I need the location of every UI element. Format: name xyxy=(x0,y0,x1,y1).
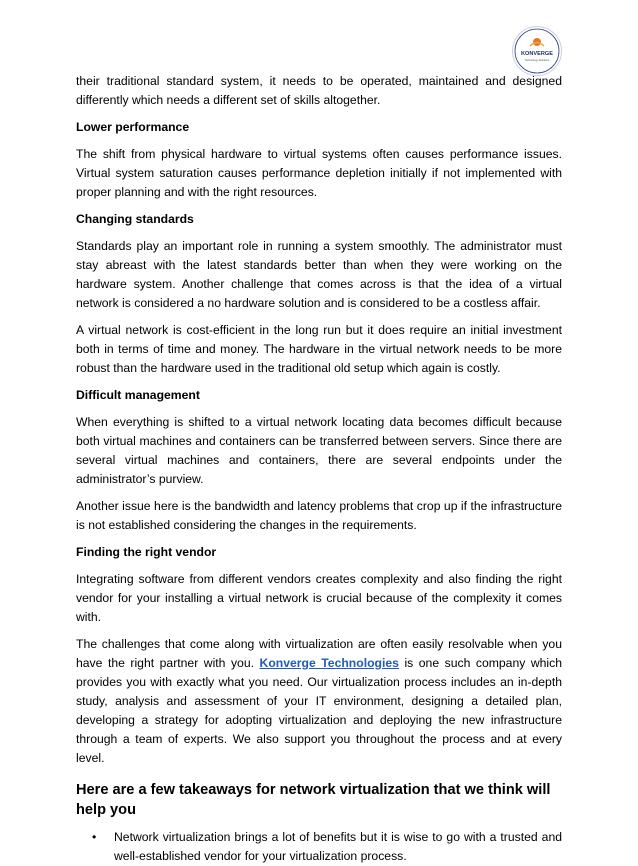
closing-paragraph xyxy=(76,635,562,768)
section-heading: Difficult management xyxy=(76,388,200,402)
document-body xyxy=(76,72,562,866)
body-paragraph: The shift from physical hardware to virtual systems often causes performance issues. Virtual system saturation causes performance depletion initially if not implemented with proper planning and with the right resources. xyxy=(76,147,562,199)
logo-brand: KONVERGE xyxy=(520,51,554,57)
body-paragraph: When everything is shifted to a virtual network locating data becomes difficult because both virtual machines and containers can be transferred between servers. Since there are several virtual machines and containers, there are several endpoints under the administrator’s purview. xyxy=(76,415,562,486)
body-paragraph: Integrating software from different vendors creates complexity and also finding the right vendor for your installing a virtual network is crucial because of the complexity it comes with. xyxy=(76,572,562,624)
logo-tagline: Technology Solutions xyxy=(524,59,550,62)
body-paragraph: their traditional standard system, it needs to be operated, maintained and designed differently which needs a different set of skills altogether. xyxy=(76,74,562,107)
section-heading: Lower performance xyxy=(76,120,190,134)
list-item-text: Network virtualization brings a lot of benefits but it is wise to go with a trusted and well-established vendor for your virtualization process. xyxy=(114,830,562,863)
body-paragraph: A virtual network is cost-efficient in the long run but it does require an initial investment both in terms of time and money. The hardware in the virtual network needs to be more robust than the hardware used in the traditional old setup which again is costly. xyxy=(76,323,562,375)
takeaways-list xyxy=(76,828,562,866)
closing-text-after: is one such company which provides you with exactly what you need. Our virtualization process includes an in-depth study, analysis and assessment of your IT environment, designing a detailed plan, developing a strategy for adopting virtualization and deploying the new infrastructure through a team of experts. We also support you throughout the process and at every level. xyxy=(76,656,563,765)
body-sections xyxy=(76,72,562,627)
body-paragraph: Another issue here is the bandwidth and latency problems that crop up if the infrastructure is not established considering the changes in the requirements. xyxy=(76,499,562,532)
section-heading: Finding the right vendor xyxy=(76,545,217,559)
closing-text-before: The challenges that come along with virtualization are often easily resolvable when you have the right partner with you. xyxy=(76,637,562,670)
bullet-icon: • xyxy=(92,830,97,844)
takeaways-heading: Here are a few takeaways for network virtualization that we think will help you xyxy=(76,782,551,818)
body-paragraph: Standards play an important role in running a system smoothly. The administrator must stay abreast with the latest standards better than when they were working on the hardware system. Another challenge that comes across is that the idea of a virtual network is considered a no hardware solution and is considered to be a costless affair. xyxy=(76,239,562,310)
konverge-technologies-link[interactable]: Konverge Technologies xyxy=(259,656,399,670)
list-item xyxy=(92,828,562,866)
section-heading: Changing standards xyxy=(76,212,194,226)
logo-mark-icon xyxy=(513,27,561,75)
company-logo xyxy=(512,26,562,76)
